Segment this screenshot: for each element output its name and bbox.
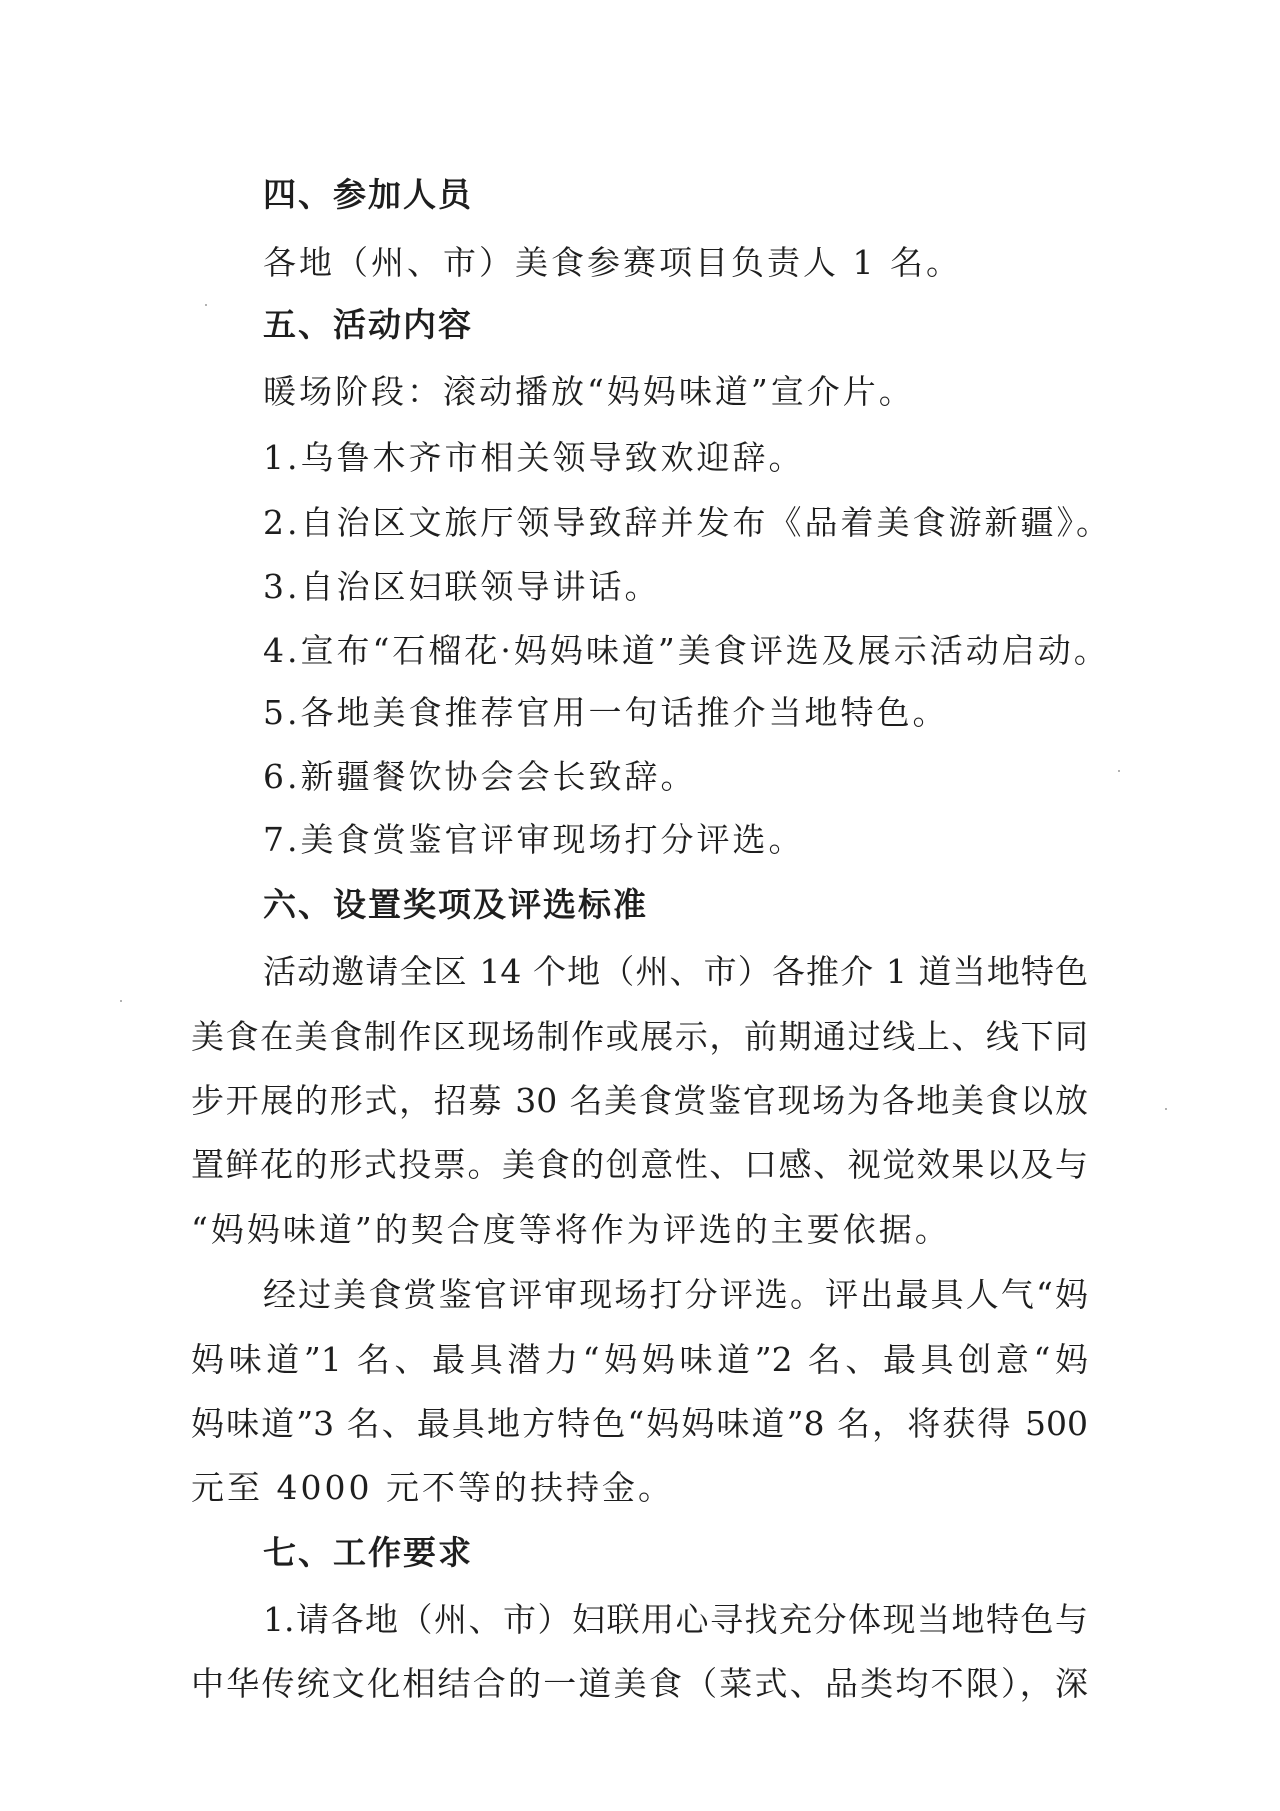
section-7-title: 七、工作要求 xyxy=(263,1533,473,1572)
paragraph-line: 1.请各地（州、市）妇联用心寻找充分体现当地特色与 xyxy=(263,1600,1088,1639)
paragraph-line: 活动邀请全区 14 个地（州、市）各推介 1 道当地特色 xyxy=(263,952,1088,991)
paragraph-line: 妈味道”3 名、最具地方特色“妈妈味道”8 名，将获得 500 xyxy=(191,1404,1088,1443)
scan-speck xyxy=(120,1000,122,1002)
section-4-title: 四、参加人员 xyxy=(263,175,473,214)
list-item: 3.自治区妇联领导讲话。 xyxy=(263,567,661,606)
list-item: 1.乌鲁木齐市相关领导致欢迎辞。 xyxy=(263,438,805,477)
paragraph-line: 元至 4000 元不等的扶持金。 xyxy=(191,1468,674,1507)
paragraph-line: 步开展的形式，招募 30 名美食赏鉴官现场为各地美食以放 xyxy=(191,1081,1088,1120)
paragraph-line: 置鲜花的形式投票。美食的创意性、口感、视觉效果以及与 xyxy=(191,1145,1088,1184)
paragraph-line: “妈妈味道”的契合度等将作为评选的主要依据。 xyxy=(191,1210,951,1249)
list-item: 5.各地美食推荐官用一句话推介当地特色。 xyxy=(263,693,949,732)
section-5-intro: 暖场阶段：滚动播放“妈妈味道”宣介片。 xyxy=(263,372,915,411)
list-item: 4.宣布“石榴花·妈妈味道”美食评选及展示活动启动。 xyxy=(263,631,1110,670)
list-item: 6.新疆餐饮协会会长致辞。 xyxy=(263,757,697,796)
scan-speck xyxy=(205,304,207,306)
section-6-title: 六、设置奖项及评选标准 xyxy=(263,885,648,924)
list-item: 7.美食赏鉴官评审现场打分评选。 xyxy=(263,820,805,859)
paragraph-line: 中华传统文化相结合的一道美食（菜式、品类均不限），深 xyxy=(191,1664,1088,1703)
scan-speck xyxy=(1165,1108,1167,1110)
paragraph-line: 美食在美食制作区现场制作或展示，前期通过线上、线下同 xyxy=(191,1017,1088,1056)
section-5-title: 五、活动内容 xyxy=(263,305,473,344)
paragraph-line: 妈味道”1 名、最具潜力“妈妈味道”2 名、最具创意“妈 xyxy=(191,1340,1088,1379)
list-item: 2.自治区文旅厅领导致辞并发布《品着美食游新疆》。 xyxy=(263,503,1112,542)
paragraph-line: 经过美食赏鉴官评审现场打分评选。评出最具人气“妈 xyxy=(263,1275,1088,1314)
section-4-text: 各地（州、市）美食参赛项目负责人 1 名。 xyxy=(263,243,962,282)
scan-speck xyxy=(1118,770,1120,772)
